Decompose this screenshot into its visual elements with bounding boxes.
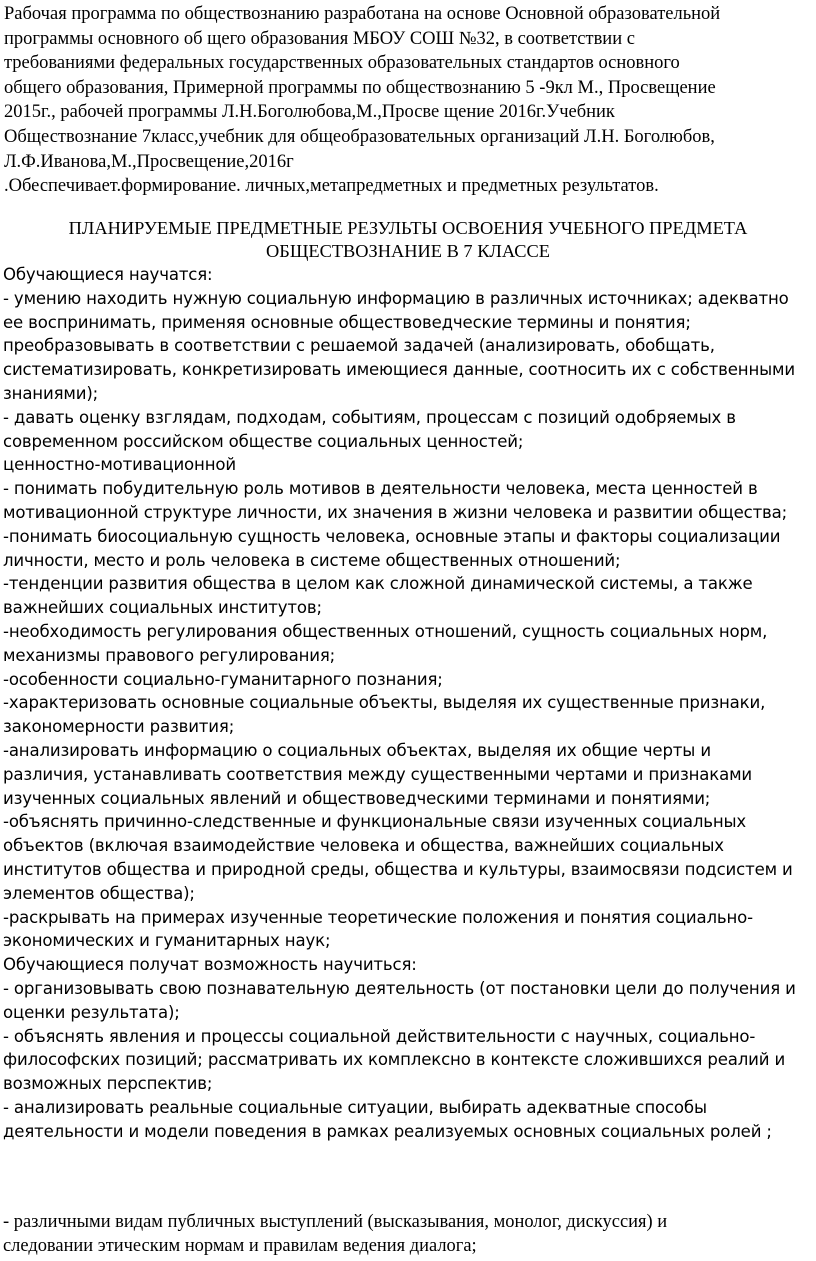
tail-paragraph — [3, 1209, 815, 1257]
body-line: -анализировать информацию о социальных объектах, выделяя их общие черты и — [3, 740, 711, 760]
body-line: институтов общества и природной среды, общества и культуры, взаимосвязи подсистем и — [3, 859, 793, 879]
body-line: различия, устанавливать соответствия между существенными чертами и признаками — [3, 764, 753, 784]
body-line: -тенденции развития общества в целом как сложной динамической системы, а также — [3, 574, 753, 594]
body-line: преобразовывать в соответствии с решаемой задачей (анализировать, обобщать, — [3, 336, 715, 356]
body-line: философских позиций; рассматривать их комплексно в контексте сложившихся реалий и — [3, 1050, 786, 1070]
body-line: Обучающиеся научатся: — [3, 265, 213, 284]
intro-line: общего образования, Примерной программы по обществознанию 5 -9кл М., Просвещение — [4, 77, 716, 98]
body-line: экономических и гуманитарных наук; — [3, 931, 331, 951]
intro-line: требованиями федеральных государственных образовательных стандартов основного — [4, 53, 680, 74]
body-line: ее воспринимать, применяя основные обществоведческие термины и понятия; — [3, 312, 691, 332]
body-line: - умению находить нужную социальную информацию в различных источниках; адекватно — [3, 288, 789, 308]
body-line: важнейших социальных институтов; — [3, 598, 322, 618]
heading-line-2: ОБЩЕСТВОЗНАНИЕ В 7 КЛАССЕ — [266, 241, 550, 261]
body-line: возможных перспектив; — [3, 1074, 213, 1094]
intro-line: Рабочая программа по обществознанию разработана на основе Основной образовательной — [4, 4, 721, 24]
body-line: -особенности социально-гуманитарного познания; — [3, 669, 443, 689]
intro-line: Обществознание 7класс,учебник для общеобразовательных организаций Л.Н. Боголюбов, — [4, 126, 715, 147]
body-line: механизмы правового регулирования; — [3, 645, 336, 665]
body-line: знаниями); — [3, 383, 99, 403]
body-line: объектов (включая взаимодействие человека и общества, важнейших социальных — [3, 836, 724, 856]
body-line: -объяснять причинно-следственные и функциональные связи изученных социальных — [3, 812, 747, 832]
heading-line-1: ПЛАНИРУЕМЫЕ ПРЕДМЕТНЫЕ РЕЗУЛЬТЫ ОСВОЕНИЯ УЧЕБНОГО ПРЕДМЕТА — [68, 218, 748, 238]
tail-line: следовании этическим нормам и правилам ведения диалога; — [3, 1235, 477, 1255]
body-line: элементов общества); — [3, 883, 195, 903]
body-line: деятельности и модели поведения в рамках реализуемых основных социальных ролей ; — [3, 1121, 772, 1141]
intro-paragraph — [4, 2, 812, 199]
body-line: современном российском обществе социальных ценностей; — [3, 431, 524, 451]
body-line: -понимать биосоциальную сущность человека, основные этапы и факторы социализации — [3, 526, 781, 546]
body-line: закономерности развития; — [3, 717, 235, 737]
body-line: - объяснять явления и процессы социальной действительности с научных, социально- — [3, 1026, 756, 1046]
body-line: Обучающиеся получат возможность научиться: — [3, 955, 417, 975]
results-list — [3, 263, 815, 1143]
body-line: ценностно-мотивационной — [3, 455, 236, 475]
body-line: мотивационной структуре личности, их значения в жизни человека и развитии общества; — [3, 502, 788, 522]
body-line: личности, место и роль человека в системе общественных отношений; — [3, 550, 621, 570]
body-line: - давать оценку взглядам, подходам, событиям, процессам с позиций одобряемых в — [3, 407, 736, 427]
body-line: - организовывать свою познавательную деятельность (от постановки цели до получения и — [3, 978, 796, 998]
intro-line: 2015г., рабочей программы Л.Н.Боголюбова,М.,Просве щение 2016г.Учебник — [4, 102, 615, 123]
body-line: -характеризовать основные социальные объекты, выделяя их существенные признаки, — [3, 693, 766, 713]
body-line: изученных социальных явлений и обществоведческими терминами и понятиями; — [3, 788, 711, 808]
body-line: -раскрывать на примерах изученные теоретические положения и понятия социально- — [3, 907, 753, 927]
tail-line: - различными видам публичных выступлений (высказывания, монолог, дискуссия) и — [3, 1211, 668, 1231]
body-line: оценки результата); — [3, 1002, 180, 1022]
intro-line: программы основного об щего образования МБОУ СОШ №32, в соответствии с — [4, 28, 635, 49]
section-heading — [0, 217, 816, 263]
body-line: - анализировать реальные социальные ситуации, выбирать адекватные способы — [3, 1097, 707, 1117]
body-line: -необходимость регулирования общественных отношений, сущность социальных норм, — [3, 621, 768, 641]
intro-line: Л.Ф.Иванова,М.,Просвещение,2016г — [4, 151, 294, 172]
intro-line: .Обеспечивает.формирование. личных,метапредметных и предметных результатов. — [4, 176, 659, 197]
body-line: систематизировать, конкретизировать имеющиеся данные, соотносить их с собственными — [3, 360, 795, 380]
body-line: - понимать побудительную роль мотивов в деятельности человека, места ценностей в — [3, 479, 758, 499]
